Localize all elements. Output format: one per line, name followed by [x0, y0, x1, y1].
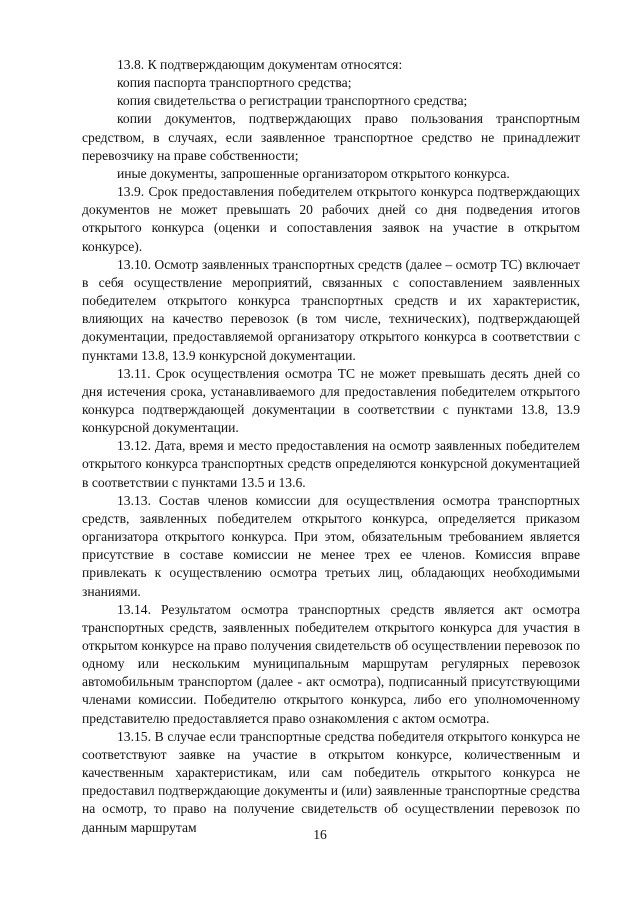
list-item-other-documents: иные документы, запрошенные организатором открытого конкурса. — [117, 165, 510, 181]
page-number: 16 — [313, 827, 327, 842]
list-item-passport-copy: копия паспорта транспортного средства; — [117, 75, 352, 91]
paragraph-13-15: 13.15. В случае если транспортные средства победителя открытого конкурса не соответствуют заявке на участие в открытом конкурсе, количественным и качественным характеристикам, или сам победитель открытого конкурса не предоставил подтверждающие документы и (или) заявленные транспортные средства на осмотр, то право на получение свидетельств об осуществлении перевозок по данным маршрутам — [82, 728, 580, 835]
paragraph-13-10: 13.10. Осмотр заявленных транспортных средств (далее – осмотр ТС) включает в себя осуществление мероприятий, связанных с сопоставлением заявленных победителем открытого конкурса транспортных средств и их характеристик, влияющих на качество перевозок (в том числе, технических), подтверждающей документации, предоставляемой организатору открытого конкурса в соответствии с пунктами 13.8, 13.9 конкурсной документации. — [82, 256, 580, 363]
document-body — [82, 56, 580, 837]
list-item-registration-copy: копия свидетельства о регистрации транспортного средства; — [117, 93, 468, 109]
paragraph-13-11: 13.11. Срок осуществления осмотра ТС не может превышать десять дней со дня истечения срока, устанавливаемого для предоставления победителем открытого конкурса подтверждающей документации в соответствии с пунктами 13.8, 13.9 конкурсной документации. — [82, 365, 580, 436]
paragraph-13-12: 13.12. Дата, время и место предоставления на осмотр заявленных победителем открытого конкурса транспортных средств определяются конкурсной документацией в соответствии с пунктами 13.5 и 13.6. — [82, 438, 580, 490]
paragraph-13-8: 13.8. К подтверждающим документам относятся: — [117, 57, 403, 72]
paragraph-13-9: 13.9. Срок предоставления победителем открытого конкурса подтверждающих документов не может превышать 20 рабочих дней со дня подведения итогов открытого конкурса (оценки и сопоставления заявок на участие в открытом конкурсе). — [82, 184, 580, 254]
paragraph-13-14: 13.14. Результатом осмотра транспортных средств является акт осмотра транспортных средств, заявленных победителем открытого конкурса для участия в открытом конкурсе на право получения свидетельств об осуществлении перевозок по одному или нескольким муниципальным маршрутам регулярных перевозок автомобильным транспортом (далее - акт осмотра), подписанный присутствующими членами комиссии. Победителю открытого конкурса, либо его уполномоченному представителю предоставляется право ознакомления с актом осмотра. — [82, 601, 580, 726]
paragraph-13-13: 13.13. Состав членов комиссии для осуществления осмотра транспортных средств, заявленных победителем открытого конкурса, определяется приказом организатора открытого конкурса. При этом, обязательным требованием является присутствие в составе комиссии не менее трех ее членов. Комиссия вправе привлекать к осуществлению осмотра третьих лиц, обладающих необходимыми знаниями. — [82, 492, 580, 599]
list-item-usage-rights-copies: копии документов, подтверждающих право пользования транспортным средством, в случаях, если заявленное транспортное средство не принадлежит перевозчику на праве собственности; — [82, 111, 580, 163]
